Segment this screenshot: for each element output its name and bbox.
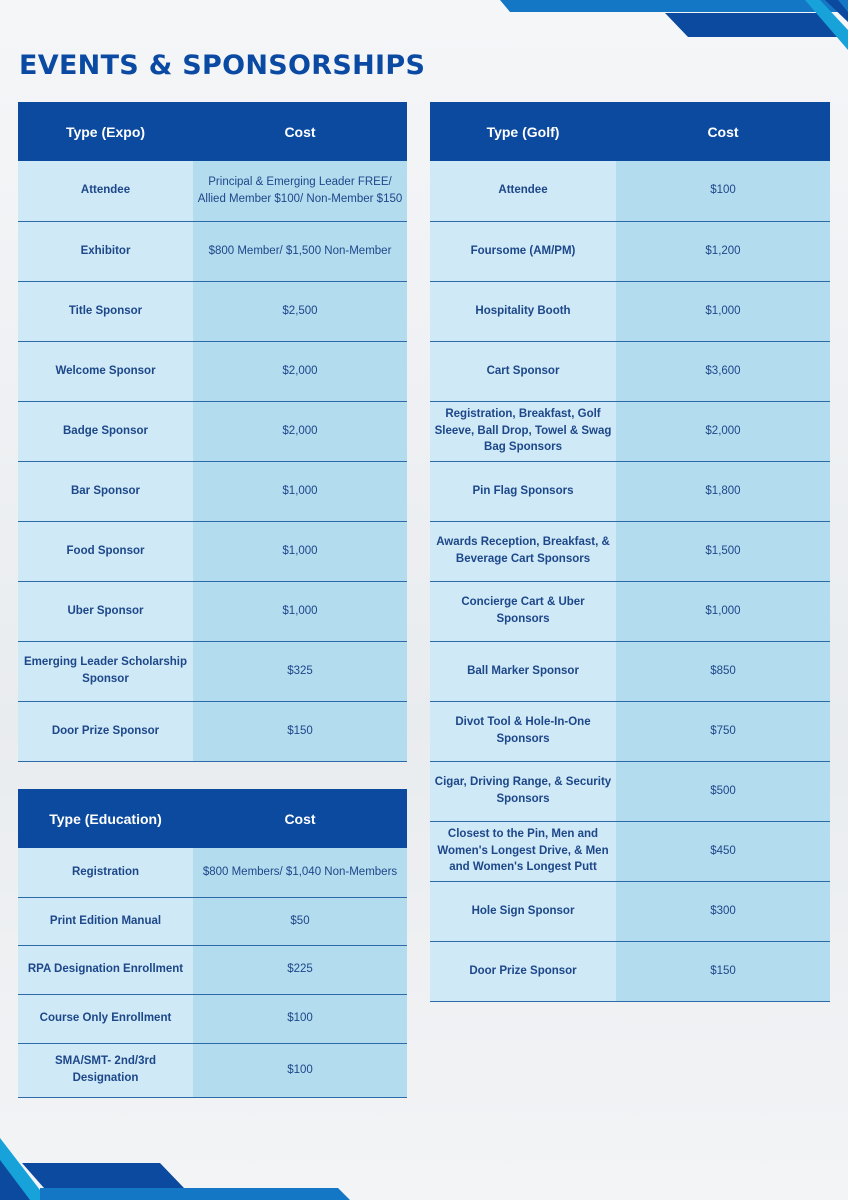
golf-type-cell: Pin Flag Sponsors — [430, 461, 616, 521]
table-row — [18, 401, 407, 461]
golf-type-cell: Attendee — [430, 161, 616, 221]
table-row — [430, 641, 830, 701]
table-row — [18, 641, 407, 701]
expo-cost-cell: $150 — [193, 701, 407, 761]
expo-type-cell: Exhibitor — [18, 221, 193, 281]
education-type-cell: Course Only Enrollment — [18, 994, 193, 1043]
expo-cost-cell: $800 Member/ $1,500 Non-Member — [193, 221, 407, 281]
table-row — [18, 581, 407, 641]
table-row — [18, 1043, 407, 1097]
golf-type-cell: Closest to the Pin, Men and Women's Longest Drive, & Men and Women's Longest Putt — [430, 821, 616, 881]
table-row — [430, 461, 830, 521]
golf-cost-cell: $100 — [616, 161, 830, 221]
expo-cost-cell: $1,000 — [193, 521, 407, 581]
education-cost-cell: $225 — [193, 945, 407, 994]
table-row — [18, 461, 407, 521]
golf-cost-cell: $1,800 — [616, 461, 830, 521]
expo-type-cell: Title Sponsor — [18, 281, 193, 341]
table-row — [430, 821, 830, 881]
expo-cost-cell: $325 — [193, 641, 407, 701]
page-title: EVENTS & SPONSORSHIPS — [19, 50, 426, 81]
table-row — [430, 221, 830, 281]
table-row — [430, 941, 830, 1001]
expo-cost-cell: Principal & Emerging Leader FREE/ Allied Member $100/ Non-Member $150 — [193, 161, 407, 221]
table-row — [18, 281, 407, 341]
expo-cost-cell: $2,000 — [193, 401, 407, 461]
table-row — [430, 281, 830, 341]
expo-type-cell: Uber Sponsor — [18, 581, 193, 641]
expo-type-cell: Welcome Sponsor — [18, 341, 193, 401]
table-row — [18, 161, 407, 221]
golf-cost-cell: $300 — [616, 881, 830, 941]
golf-cost-cell: $3,600 — [616, 341, 830, 401]
education-type-cell: Registration — [18, 848, 193, 897]
education-cost-cell: $50 — [193, 897, 407, 945]
expo-type-cell: Attendee — [18, 161, 193, 221]
golf-type-cell: Awards Reception, Breakfast, & Beverage Cart Sponsors — [430, 521, 616, 581]
expo-type-cell: Bar Sponsor — [18, 461, 193, 521]
golf-type-cell: Hospitality Booth — [430, 281, 616, 341]
golf-type-cell: Concierge Cart & Uber Sponsors — [430, 581, 616, 641]
table-row — [18, 521, 407, 581]
table-row — [430, 761, 830, 821]
table-row — [430, 701, 830, 761]
golf-cost-cell: $500 — [616, 761, 830, 821]
education-cost-cell: $100 — [193, 1043, 407, 1097]
golf-type-cell: Foursome (AM/PM) — [430, 221, 616, 281]
golf-cost-cell: $850 — [616, 641, 830, 701]
expo-type-cell: Door Prize Sponsor — [18, 701, 193, 761]
golf-cost-cell: $450 — [616, 821, 830, 881]
bottom-left-decoration — [0, 1130, 360, 1200]
education-cost-cell: $800 Members/ $1,040 Non-Members — [193, 848, 407, 897]
golf-cost-cell: $1,000 — [616, 581, 830, 641]
education-type-cell: RPA Designation Enrollment — [18, 945, 193, 994]
table-row — [430, 401, 830, 461]
education-cost-header: Cost — [193, 789, 407, 848]
expo-cost-cell: $2,000 — [193, 341, 407, 401]
table-row — [18, 897, 407, 945]
expo-type-header: Type (Expo) — [18, 102, 193, 161]
golf-cost-cell: $1,500 — [616, 521, 830, 581]
expo-type-cell: Badge Sponsor — [18, 401, 193, 461]
expo-cost-cell: $1,000 — [193, 581, 407, 641]
golf-type-cell: Cart Sponsor — [430, 341, 616, 401]
expo-type-cell: Emerging Leader Scholarship Sponsor — [18, 641, 193, 701]
table-row — [18, 945, 407, 994]
table-row — [18, 848, 407, 897]
golf-type-cell: Hole Sign Sponsor — [430, 881, 616, 941]
golf-type-cell: Ball Marker Sponsor — [430, 641, 616, 701]
expo-cost-cell: $2,500 — [193, 281, 407, 341]
table-row — [18, 701, 407, 761]
education-cost-cell: $100 — [193, 994, 407, 1043]
table-row — [430, 161, 830, 221]
golf-type-cell: Divot Tool & Hole-In-One Sponsors — [430, 701, 616, 761]
expo-cost-header: Cost — [193, 102, 407, 161]
golf-cost-cell: $150 — [616, 941, 830, 1001]
golf-cost-cell: $1,200 — [616, 221, 830, 281]
golf-type-cell: Door Prize Sponsor — [430, 941, 616, 1001]
education-type-cell: Print Edition Manual — [18, 897, 193, 945]
golf-cost-cell: $1,000 — [616, 281, 830, 341]
golf-type-cell: Cigar, Driving Range, & Security Sponsors — [430, 761, 616, 821]
table-row — [18, 341, 407, 401]
education-pricing-table — [18, 789, 407, 1098]
top-right-decoration — [490, 0, 848, 70]
table-row — [430, 881, 830, 941]
table-row — [430, 341, 830, 401]
golf-type-cell: Registration, Breakfast, Golf Sleeve, Ball Drop, Towel & Swag Bag Sponsors — [430, 401, 616, 461]
golf-cost-cell: $750 — [616, 701, 830, 761]
golf-cost-header: Cost — [616, 102, 830, 161]
golf-pricing-table — [430, 102, 830, 1002]
table-row — [18, 994, 407, 1043]
table-row — [18, 221, 407, 281]
expo-pricing-table — [18, 102, 407, 762]
education-type-header: Type (Education) — [18, 789, 193, 848]
table-row — [430, 521, 830, 581]
golf-type-header: Type (Golf) — [430, 102, 616, 161]
expo-cost-cell: $1,000 — [193, 461, 407, 521]
education-type-cell: SMA/SMT- 2nd/3rd Designation — [18, 1043, 193, 1097]
golf-cost-cell: $2,000 — [616, 401, 830, 461]
expo-type-cell: Food Sponsor — [18, 521, 193, 581]
table-row — [430, 581, 830, 641]
